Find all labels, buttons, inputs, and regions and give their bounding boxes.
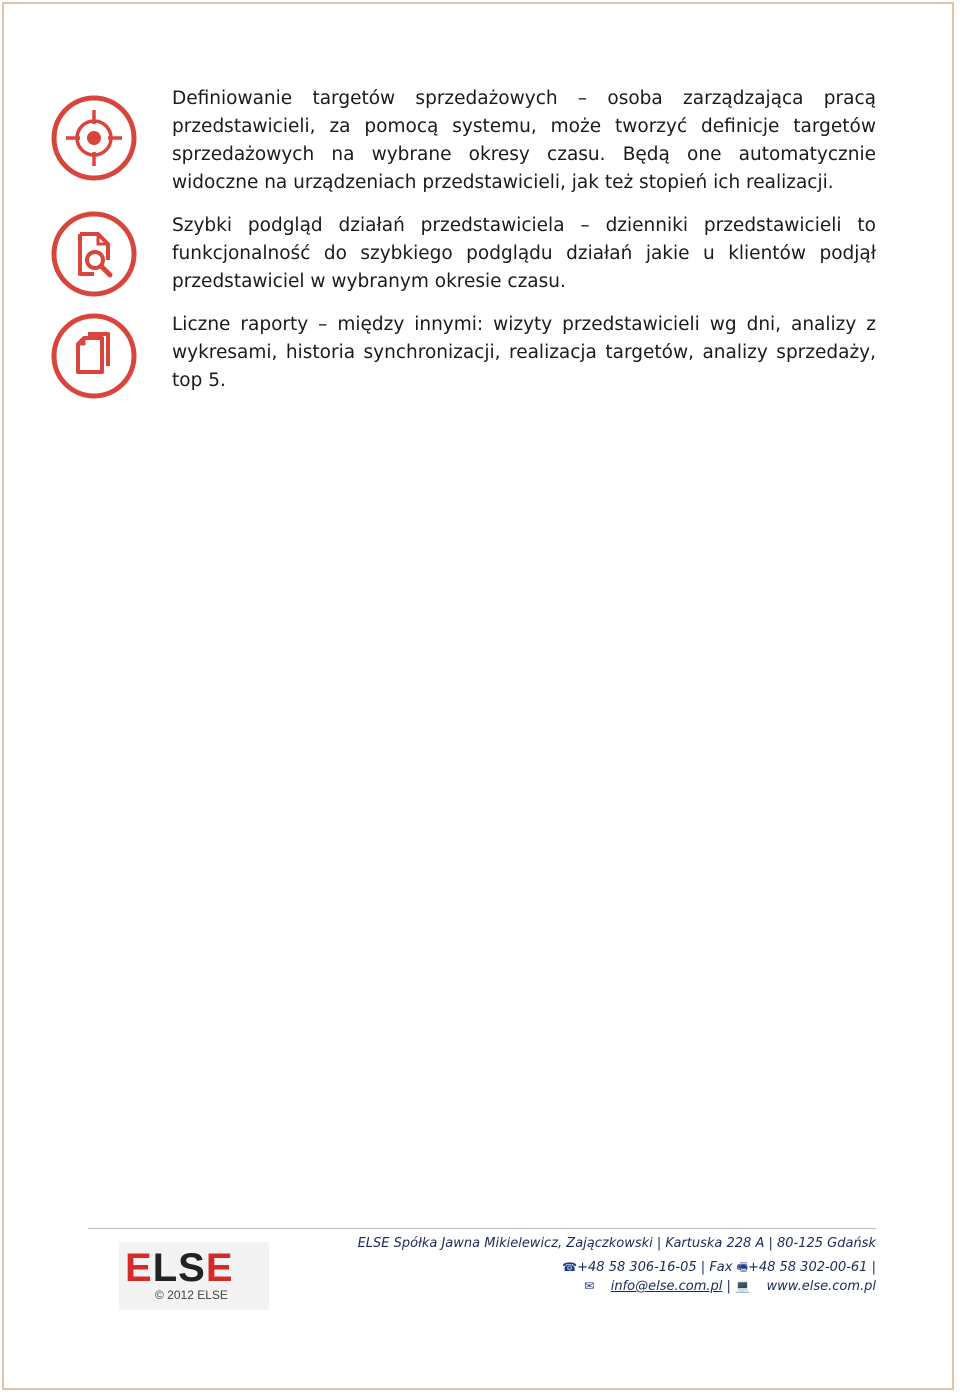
footer-email-link[interactable]: info@else.com.pl: [610, 1279, 723, 1294]
footer-phone: +48 58 306-16-05: [577, 1260, 697, 1275]
computer-icon: 💻: [735, 1279, 750, 1293]
feature-targets-text: Definiowanie targetów sprzedażowych – osoba zarządzająca pracą przedstawicieli, za pomocą systemu, może tworzyć definicje targetów sprzedażowych na wybrane okresy czasu. Będą one automatycznie widoczne na urządzeniach przedstawicieli, jak też stopień ich realizacji.: [172, 88, 876, 193]
envelope-icon: ✉: [584, 1279, 595, 1293]
target-icon: [50, 94, 138, 182]
footer-separator: |: [871, 1260, 876, 1275]
footer-separator: |: [700, 1260, 706, 1275]
documents-icon: [50, 312, 138, 400]
footer-fax-label: Fax: [709, 1260, 733, 1275]
footer-separator: |: [726, 1279, 731, 1294]
phone-icon: ☎: [562, 1260, 578, 1274]
logo-copyright: © 2012 ELSE: [155, 1288, 228, 1302]
page-border: [2, 2, 954, 1390]
feature-reports-text: Liczne raporty – między innymi: wizyty przedstawicieli wg dni, analizy z wykresami, historia synchronizacji, realizacja targetów, analizy sprzedaży, top 5.: [172, 314, 876, 391]
footer-contact-line: [562, 1258, 876, 1279]
logo-wordmark: ELSE: [125, 1246, 234, 1290]
company-logo: [119, 1242, 269, 1310]
footer-website[interactable]: www.else.com.pl: [766, 1279, 876, 1294]
feature-activity-preview-text: Szybki podgląd działań przedstawiciela – dzienniki przedstawicieli to funkcjonalność do szybkiego podglądu działań jakie u klientów podjął przedstawiciel w wybranym okresie czasu.: [172, 215, 876, 292]
footer-divider: [88, 1228, 876, 1229]
footer-online-line: [584, 1279, 876, 1294]
footer-fax: +48 58 302-00-61: [747, 1260, 868, 1275]
footer-company-address: ELSE Spółka Jawna Mikielewicz, Zajączkowski | Kartuska 228 A | 80-125 Gdańsk: [357, 1236, 876, 1251]
fax-icon: 🖷: [736, 1260, 748, 1274]
document-search-icon: [50, 210, 138, 298]
